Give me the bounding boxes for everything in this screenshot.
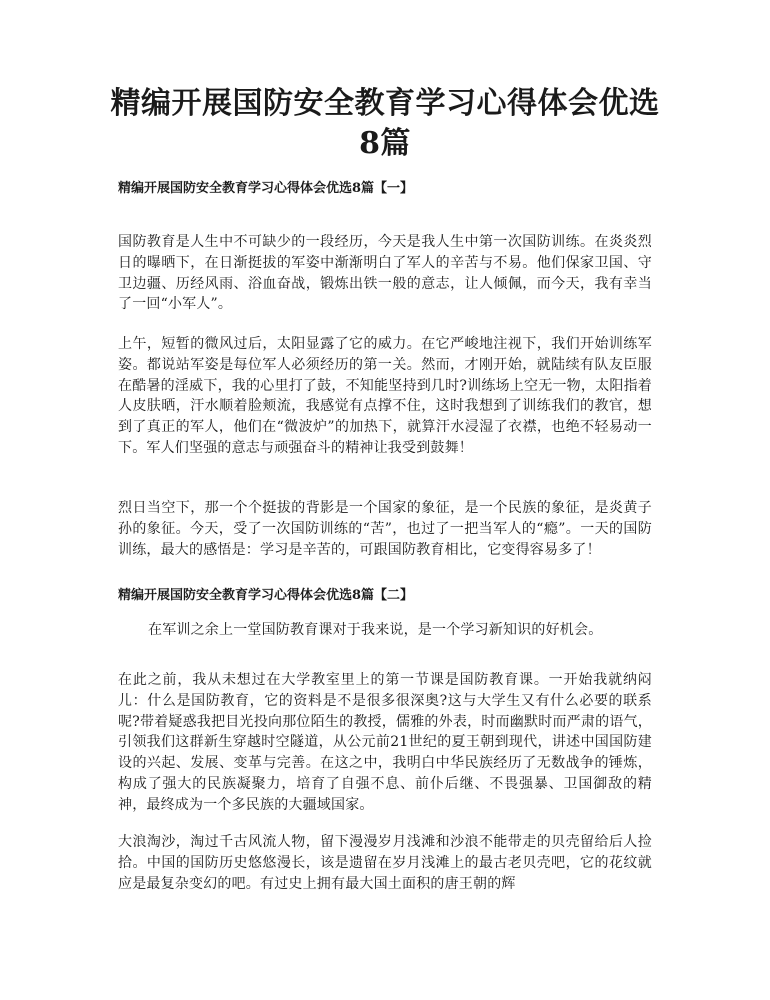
paragraph: 烈日当空下，那一个个挺拔的背影是一个国家的象征，是一个民族的象征，是炎黄子孙的象征。今天，受了一次国防训练的“苦”，也过了一把当军人的“瘾”。一天的国防训练，最大的感悟是：学习是辛苦的，可跟国防教育相比，它变得容易多了！ [118,500,652,558]
document-title: 精编开展国防安全教育学习心得体会优选8篇 [110,86,660,161]
paragraph: 在此之前，我从未想过在大学教室里上的第一节课是国防教育课。一开始我就纳闷儿：什么是国防教育，它的资料是不是很多很深奥?这与大学生又有什么必要的联系呢?带着疑惑我把目光投向那位陌生的教授，儒雅的外表，时而幽默时而严肃的语气，引领我们这群新生穿越时空隧道，从公元前21世纪的夏王朝到现代，讲述中国国防建设的兴起、发展、变革与完善。在这之中，我明白中华民族经历了无数战争的锤炼，构成了强大的民族凝聚力，培育了自强不息、前仆后继、不畏强暴、卫国御敌的精神，最终成为一个多民族的大疆域国家。 [118,672,652,813]
paragraph: 国防教育是人生中不可缺少的一段经历，今天是我人生中第一次国防训练。在炎炎烈日的曝晒下，在日渐挺拔的军姿中渐渐明白了军人的辛苦与不易。他们保家卫国、守卫边疆、历经风雨、浴血奋战，锻炼出铁一般的意志，让人倾佩，而今天，我有幸当了一回“小军人”。 [118,234,652,313]
paragraph: 在军训之余上一堂国防教育课对于我来说，是一个学习新知识的好机会。 [148,622,603,638]
section-heading-2: 精编开展国防安全教育学习心得体会优选8篇【二】 [118,588,414,603]
section-heading-1: 精编开展国防安全教育学习心得体会优选8篇【一】 [118,181,414,196]
paragraph: 大浪淘沙，淘过千古风流人物，留下漫漫岁月浅滩和沙浪不能带走的贝壳留给后人捡拾。中国的国防历史悠悠漫长，该是遗留在岁月浅滩上的最古老贝壳吧，它的花纹就应是最复杂变幻的吧。有过史上拥有最大国土面积的唐王朝的辉 [118,834,652,892]
paragraph: 上午，短暂的微风过后，太阳显露了它的威力。在它严峻地注视下，我们开始训练军姿。都说站军姿是每位军人必须经历的第一关。然而，才刚开始，就陆续有队友臣服在酷暑的淫威下，我的心里打了鼓，不知能坚持到几时?训练场上空无一物，太阳指着人皮肤晒，汗水顺着脸颊流，我感觉有点撑不住，这时我想到了训练我们的教官，想到了真正的军人，他们在“微波炉”的加热下，就算汗水浸湿了衣襟，也绝不轻易动一下。军人们坚强的意志与顽强奋斗的精神让我受到鼓舞！ [118,336,652,456]
